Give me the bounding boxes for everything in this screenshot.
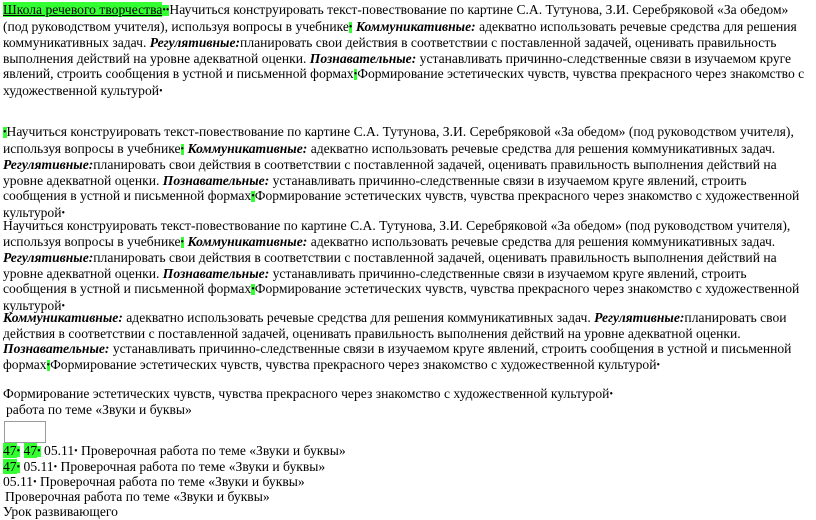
reg-label: Регулятивные: [149, 35, 241, 51]
personal-text: Формирование эстетических чувств, чувства прекрасного через знакомство с художественной культурой [3, 66, 805, 98]
bullet-icon: • [353, 69, 358, 81]
comm-label: Коммуникативные: [355, 18, 476, 34]
personal-text: Формирование эстетических чувств, чувства прекрасного через знакомство с художественной культурой [3, 188, 800, 220]
objective-block-1 [3, 2, 813, 100]
check-work: Проверочная работа по теме «Звуки и буквы» [81, 443, 346, 458]
check-work: Проверочная работа по теме «Звуки и буквы» [60, 459, 326, 474]
schedule-row-1[interactable] [3, 443, 346, 460]
date: 05.11 [23, 459, 54, 474]
comm-text: адекватно использовать речевые средства для решения коммуникативных задач. [310, 140, 776, 156]
bullet-icon: • [251, 284, 255, 296]
lesson-number: 47 [3, 459, 17, 474]
reg-text: планировать свои действия в соответствии с поставленной задачей, оценивать правильность выполнения действий на уровне адекватной оценки. [3, 250, 777, 281]
bullet-icon: • [162, 5, 166, 16]
empty-cell-box [4, 421, 46, 443]
schedule-row-4[interactable] [5, 489, 270, 505]
lesson-type-line [3, 504, 118, 520]
comm-text: адекватно использовать речевые средства для решения коммуникативных задач. [310, 233, 776, 249]
reg-text: планировать свои действия в соответствии с поставленной задачей, оценивать правильность выполнения действий на уровне адекватной оценки. [3, 157, 777, 188]
comm-label: Коммуникативные: [187, 140, 308, 156]
bullet-icon: • [16, 446, 21, 457]
topic-text: работа по теме «Звуки и буквы» [6, 402, 192, 417]
reg-text: планировать свои действия в соответствии с поставленной задачей, оценивать правильность выполнения действий на уровне адекватной оценки. [3, 35, 777, 66]
bullet-icon: • [33, 477, 37, 488]
cog-text: устанавливать причинно-следственные связи в изучаемом круге явлений, строить сообщения в устной и письменной формах [3, 341, 792, 372]
personal-line [3, 386, 613, 403]
bullet-icon: • [609, 389, 613, 400]
cog-label: Познавательные: [309, 50, 417, 66]
cog-label: Познавательные: [162, 172, 270, 188]
bullet-icon: • [165, 5, 170, 16]
date: 05.11 [3, 474, 34, 489]
goal-text: Научиться конструировать текст-повествование по картине С.А. Тутунова, З.И. Серебряковой «За обедом» (под руководством учителя), используя вопросы в учебнике [3, 218, 791, 249]
check-work: Проверочная работа по теме «Звуки и буквы» [5, 489, 270, 504]
lesson-type: Урок развивающего [3, 504, 118, 519]
bullet-icon: • [348, 21, 353, 33]
reg-label: Регулятивные: [3, 250, 94, 266]
personal-text: Формирование эстетических чувств, чувства прекрасного через знакомство с художественной культурой [3, 386, 610, 401]
bullet-icon: • [61, 207, 66, 219]
comm-text: адекватно использовать речевые средства для решения коммуникативных задач. [3, 18, 797, 51]
personal-text: Формирование эстетических чувств, чувства прекрасного через знакомство с художественной культурой [50, 356, 657, 372]
bullet-icon: • [180, 236, 185, 248]
objective-block-3 [3, 218, 813, 315]
comm-text: адекватно использовать речевые средства для решения коммуникативных задач. [126, 310, 591, 325]
bullet-icon: • [74, 446, 78, 457]
check-work: Проверочная работа по теме «Звуки и буквы» [40, 474, 305, 489]
bullet-icon: • [46, 359, 51, 371]
lesson-number: 47 [3, 443, 17, 458]
objective-block-2 [3, 124, 813, 222]
comm-label: Коммуникативные: [187, 233, 308, 249]
bullet-icon: • [37, 446, 41, 457]
bullet-icon: • [159, 85, 163, 97]
cog-label: Познавательные: [3, 341, 110, 357]
bullet-icon: • [251, 191, 255, 203]
personal-text: Формирование эстетических чувств, чувства прекрасного через знакомство с художественной культурой [3, 281, 800, 313]
bullet-icon: • [61, 300, 66, 312]
bullet-icon: • [53, 462, 58, 473]
header-label[interactable]: Школа речевого творчества [3, 2, 163, 17]
reg-label: Регулятивные: [3, 157, 94, 173]
cog-text: устанавливать причинно-следственные связи в изучаемом круге явлений, строить сообщения в устной и письменной формах [3, 265, 747, 297]
cog-label: Познавательные: [162, 265, 270, 281]
bullet-icon: • [16, 462, 21, 473]
goal-text: Научиться конструировать текст-повествование по картине С.А. Тутунова, З.И. Серебряковой «За обедом» (под руководством учителя), используя вопросы в учебнике [3, 2, 789, 34]
bullet-icon: • [180, 143, 185, 155]
lesson-number: 47 [23, 443, 38, 458]
reg-text: планировать свои действия в соответствии с поставленной задачей, оценивать правильность выполнения действий на уровне адекватной оценки. [3, 310, 787, 341]
goal-text: Научиться конструировать текст-повествование по картине С.А. Тутунова, З.И. Серебряковой «За обедом» (под руководством учителя), используя вопросы в учебнике [3, 124, 794, 156]
topic-line [6, 402, 192, 418]
objective-block-4 [3, 310, 813, 373]
bullet-icon: • [656, 359, 661, 371]
cog-text: устанавливать причинно-следственные связи в изучаемом круге явлений, строить сообщения в устной и письменной формах [3, 172, 747, 204]
bullet-icon: • [3, 127, 7, 138]
comm-label: Коммуникативные: [3, 310, 123, 325]
reg-label: Регулятивные: [594, 310, 685, 325]
date: 05.11 [44, 443, 75, 458]
cog-text: устанавливать причинно-следственные связи в изучаемом круге явлений, строить сообщения в устной и письменной формах [3, 50, 792, 82]
